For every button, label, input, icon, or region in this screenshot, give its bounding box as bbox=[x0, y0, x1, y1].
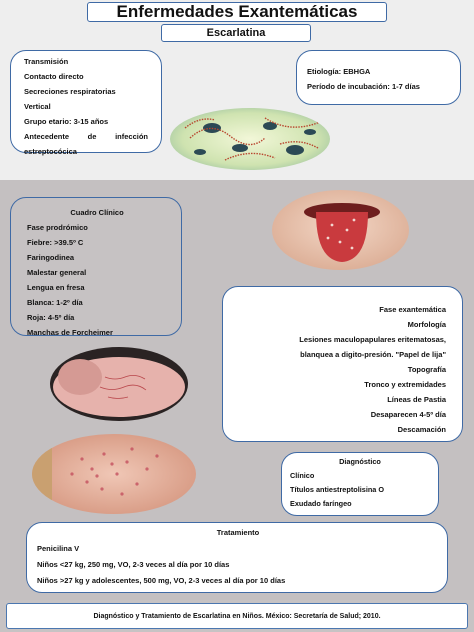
info-line: Vertical bbox=[24, 102, 51, 111]
tongue-image bbox=[272, 190, 409, 270]
treatment-item: Niños >27 kg y adolescentes, 500 mg, VO, 2-3 veces al día por 10 días bbox=[37, 576, 286, 585]
pastia-image bbox=[50, 347, 188, 421]
symptom-item: Roja: 4-5º día bbox=[27, 313, 75, 322]
exanthem-line: Líneas de Pastia bbox=[387, 395, 446, 404]
disease-subtitle: Escarlatina bbox=[161, 24, 311, 42]
exanthem-line: Tronco y extremidades bbox=[364, 380, 446, 389]
exanthem-line: blanquea a digito-presión. "Papel de lija" bbox=[300, 350, 446, 359]
symptom-item: Fiebre: >39.5º C bbox=[27, 238, 84, 247]
tratamiento-box bbox=[26, 522, 448, 593]
symptom-item: Blanca: 1-2º día bbox=[27, 298, 83, 307]
info-line: Grupo etario: 3-15 años bbox=[24, 117, 109, 126]
etiology-line: Etiología: EBHGA bbox=[307, 67, 371, 76]
antecedente-line bbox=[24, 129, 148, 144]
cuadro-heading: Cuadro Clínico bbox=[70, 208, 124, 217]
streptococcus-micrograph bbox=[170, 108, 330, 170]
strawberry-tongue-photo bbox=[272, 190, 409, 270]
exanthem-line: Fase exantemática bbox=[379, 305, 446, 314]
info-line: Transmisión bbox=[24, 57, 69, 66]
treatment-item: Penicilina V bbox=[37, 544, 80, 553]
pastia-lines-photo bbox=[50, 347, 188, 421]
symptom-item: Manchas de Forcheimer bbox=[27, 328, 113, 337]
diagnostico-heading: Diagnóstico bbox=[339, 457, 381, 466]
symptom-item: Lengua en fresa bbox=[27, 283, 85, 292]
word: de bbox=[87, 132, 97, 141]
sandpaper-rash-photo bbox=[32, 434, 196, 514]
diagnostic-item: Títulos antiestreptolisina O bbox=[290, 485, 385, 494]
micrograph-image bbox=[170, 108, 330, 170]
info-line: Secreciones respiratorias bbox=[24, 87, 116, 96]
transmission-box bbox=[10, 50, 162, 156]
exanthem-line: Lesiones maculopapulares eritematosas, bbox=[299, 335, 446, 344]
diagnostic-item: Exudado faríngeo bbox=[290, 499, 352, 508]
fase-exantematica-box bbox=[222, 286, 463, 442]
symptom-item: Malestar general bbox=[27, 268, 87, 277]
treatment-item: Niños <27 kg, 250 mg, VO, 2-3 veces al día por 10 días bbox=[37, 560, 230, 569]
diagnostic-item: Clínico bbox=[290, 471, 315, 480]
exanthem-line: Desaparecen 4-5º día bbox=[370, 410, 446, 419]
exanthem-line: Topografía bbox=[407, 365, 446, 374]
rash-image bbox=[32, 434, 196, 514]
incubation-line: Período de incubación: 1-7 días bbox=[307, 82, 420, 91]
cuadro-clinico-box bbox=[10, 197, 182, 336]
exanthem-line: Descamación bbox=[397, 425, 446, 434]
reference-footer: Diagnóstico y Tratamiento de Escarlatina en Niños. México: Secretaría de Salud; 2010. bbox=[6, 603, 468, 629]
symptom-item: Faringodinea bbox=[27, 253, 75, 262]
page-title: Enfermedades Exantemáticas bbox=[87, 2, 387, 22]
exanthem-line: Morfología bbox=[407, 320, 446, 329]
info-line: estreptocócica bbox=[24, 147, 77, 156]
diagnostico-box bbox=[281, 452, 439, 516]
etiology-box bbox=[296, 50, 461, 105]
symptom-item: Fase prodrómico bbox=[27, 223, 88, 232]
info-line: Contacto directo bbox=[24, 72, 84, 81]
word: Antecedente bbox=[24, 132, 70, 141]
word: infección bbox=[115, 132, 148, 141]
tratamiento-heading: Tratamiento bbox=[216, 528, 260, 537]
